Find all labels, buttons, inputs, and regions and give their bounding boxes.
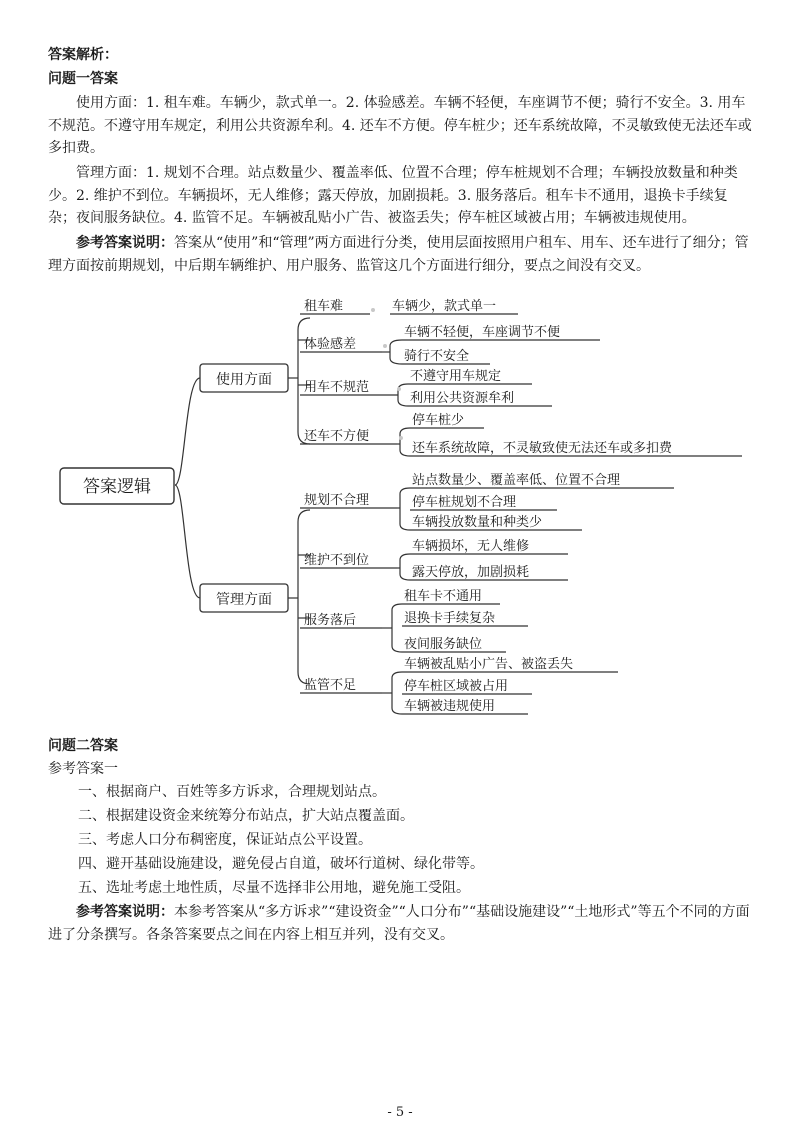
q2-subtitle: 参考答案一 bbox=[48, 761, 118, 777]
page-number: - 5 - bbox=[387, 1105, 413, 1120]
mind-map-leaf: 停车桩少 bbox=[412, 413, 465, 428]
mind-map-leaf: 车辆不轻便，车座调节不便 bbox=[404, 325, 561, 340]
q1-title: 问题一答案 bbox=[48, 71, 118, 87]
q2-title: 问题二答案 bbox=[48, 738, 118, 754]
q1-note-text: 答案从“使用”和“管理”两方面进行分类，使用层面按照用户租车、用车、还车进行了细分；管理方面按前期规划，中后期车辆维护、用户服务、监管这几个方面进行细分，要点之间没有交叉。 bbox=[48, 235, 749, 274]
mind-map-leaf: 利用公共资源牟利 bbox=[410, 391, 515, 406]
mind-map-sub: 监管不足 bbox=[304, 678, 357, 693]
mind-map-leaf: 车辆投放数量和种类少 bbox=[412, 515, 543, 530]
mind-map-leaf: 车辆被违规使用 bbox=[404, 699, 496, 714]
q2-item: 二、根据建设资金来统筹分布站点，扩大站点覆盖面。 bbox=[78, 808, 414, 824]
q2-note-text: 本参考答案从“多方诉求”“建设资金”“人口分布”“基础设施建设”“土地形式”等五个不同的方面进了分条撰写。各条答案要点之间在内容上相互并列，没有交叉。 bbox=[48, 904, 750, 943]
mind-map-leaf: 还车系统故障，不灵敏致使无法还车或多扣费 bbox=[412, 441, 673, 456]
mind-map-sub: 服务落后 bbox=[304, 613, 357, 628]
mind-map-leaf: 露天停放，加剧损耗 bbox=[412, 565, 530, 580]
mind-map bbox=[52, 288, 752, 728]
mind-map-sub: 维护不到位 bbox=[304, 553, 370, 568]
q2-note bbox=[48, 901, 754, 946]
mind-map-leaf: 租车卡不通用 bbox=[404, 589, 483, 604]
mind-map-leaf: 车辆损坏，无人维修 bbox=[412, 539, 530, 554]
mind-map-branch: 管理方面 bbox=[216, 592, 272, 608]
mind-map-leaf: 车辆被乱贴小广告、被盗丢失 bbox=[404, 657, 574, 672]
q2-item: 三、考虑人口分布稠密度，保证站点公平设置。 bbox=[78, 832, 372, 848]
q2-item: 五、选址考虑土地性质，尽量不选择非公用地，避免施工受阻。 bbox=[78, 880, 470, 896]
q1-note-label: 参考答案说明： bbox=[76, 235, 174, 251]
q2-item: 一、根据商户、百姓等多方诉求，合理规划站点。 bbox=[78, 784, 386, 800]
mind-map-leaf: 车辆少，款式单一 bbox=[392, 299, 497, 314]
mind-map-leaf: 夜间服务缺位 bbox=[404, 637, 483, 652]
mind-map-leaf: 不遵守用车规定 bbox=[410, 369, 502, 384]
mind-map-leaf: 站点数量少、覆盖率低、位置不合理 bbox=[412, 473, 621, 488]
mind-map-leaf: 骑行不安全 bbox=[404, 349, 470, 364]
mind-map-leaf: 停车桩规划不合理 bbox=[412, 495, 517, 510]
q1-paragraph-manage: 管理方面：1. 规划不合理。站点数量少、覆盖率低、位置不合理；停车桩规划不合理；车辆投放数量和种类少。2. 维护不到位。车辆损坏，无人维修；露天停放，加剧损耗。3. 服务落后。租车卡不通用，退换卡手续复杂；夜间服务缺位。4. 监管不足。车辆被乱贴小广告、被盗丢失；停车桩区域被占用；车辆被违规使用。 bbox=[48, 165, 738, 226]
section-heading: 答案解析： bbox=[48, 47, 118, 63]
mind-map-root: 答案逻辑 bbox=[83, 477, 151, 497]
q2-note-label: 参考答案说明： bbox=[76, 904, 174, 920]
q1-note bbox=[48, 232, 754, 277]
mind-map-sub: 租车难 bbox=[304, 299, 344, 314]
mind-map-branch: 使用方面 bbox=[216, 372, 272, 388]
mind-map-leaf: 停车桩区域被占用 bbox=[404, 679, 509, 694]
mind-map-sub: 还车不方便 bbox=[304, 429, 370, 444]
q1-paragraph-use: 使用方面：1. 租车难。车辆少，款式单一。2. 体验感差。车辆不轻便，车座调节不便；骑行不安全。3. 用车不规范。不遵守用车规定，利用公共资源牟利。4. 还车不方便。停车桩少；还车系统故障，不灵敏致使无法还车或多扣费。 bbox=[48, 95, 752, 156]
mind-map-leaf: 退换卡手续复杂 bbox=[404, 611, 496, 626]
q2-item: 四、避开基础设施建设，避免侵占自道，破坏行道树、绿化带等。 bbox=[78, 856, 484, 872]
mind-map-sub: 用车不规范 bbox=[304, 380, 370, 395]
mind-map-sub: 规划不合理 bbox=[304, 493, 370, 508]
mind-map-sub: 体验感差 bbox=[304, 337, 357, 352]
